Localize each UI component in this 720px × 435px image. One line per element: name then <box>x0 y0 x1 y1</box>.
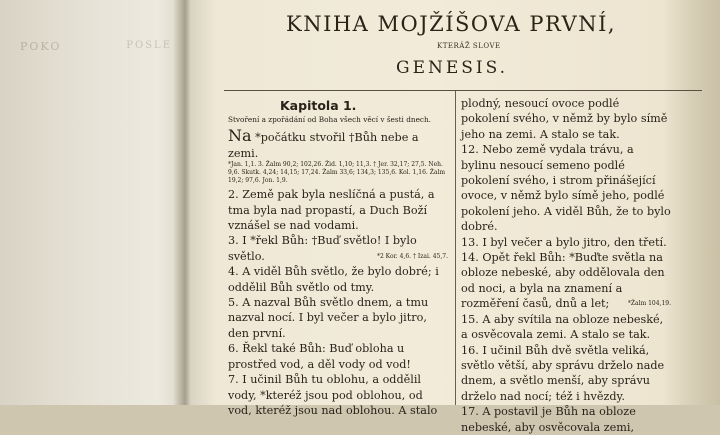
verse-11-cont: plodný, nesoucí ovoce podlé pokolení svého, v němž by bylo símě jeho na zemi. A stalo se tak. <box>461 97 668 141</box>
verse-14 <box>461 250 671 312</box>
verse-16: 16. I učinil Bůh dvě světla veliká, světlo větší, aby správu drželo nade dnem, a světlo menší, aby správu drželo nad nocí; též i hvězdy. <box>461 343 665 403</box>
verse-7: 7. I učinil Bůh tu oblohu, a oddělil vody, *kteréž jsou pod oblohou, od vod, kteréž jsou nad oblohou. A stalo <box>228 373 438 417</box>
verse-1 <box>228 128 448 161</box>
verse-2: 2. Země pak byla neslíčná a pustá, a tma byla nad propastí, a Duch Boží vznášel se nad vodami. <box>228 188 435 233</box>
left-column <box>228 96 448 418</box>
right-page <box>200 0 720 434</box>
left-page <box>0 0 180 405</box>
book-title: KNIHA MOJŽÍŠOVA PRVNÍ, <box>286 12 617 36</box>
verse-14-text: 14. Opět řekl Bůh: *Buďte světla na obloze nebeské, aby oddělovala den od noci, a byla na znamení a rozměření časů, dnů a let; <box>461 251 665 311</box>
verse-12: 12. Nebo země vydala trávu, a bylinu nesoucí semeno podlé pokolení svého, i strom přinášející ovoce, v němž bylo símě jeho, podlé pokolení jeho. A viděl Bůh, že to bylo dobré. <box>461 143 671 234</box>
column-divider <box>455 91 456 405</box>
verse-1-text: *počátku stvořil †Bůh nebe a zemi. <box>228 131 419 160</box>
verse-4: 4. A viděl Bůh světlo, že bylo dobré; i oddělil Bůh světlo od tmy. <box>228 265 439 294</box>
verse-15: 15. A aby svítila na obloze nebeské, a osvěcovala zemi. A stalo se tak. <box>461 312 664 342</box>
chapter-heading: Kapitola 1. <box>280 98 357 113</box>
left-page-ghost-text: POKO <box>20 40 62 53</box>
verse-3 <box>228 233 448 264</box>
book-name: GENESIS. <box>396 58 509 78</box>
verse-3-footnote: *2 Kor. 4,6. † Izai. 45,7. <box>376 252 448 260</box>
verse-6: 6. Řekl také Bůh: Buď obloha u prostřed vod, a děl vody od vod! <box>228 342 411 371</box>
verse-13: 13. I byl večer a bylo jitro, den třetí. <box>461 235 667 249</box>
verse-17: 17. A postavil je Bůh na obloze nebeské, aby osvěcovala zemi, <box>461 405 636 434</box>
header-rule <box>224 90 702 91</box>
dropcap: Na <box>228 126 252 146</box>
cross-references: *Jan. 1,1. 3. Žalm 90,2; 102,26. Žid. 1,10; 11,3. † Jer. 32,17; 27,5. Neh. 9,6. Skutk. 4,24; 14,15; 17,24. Žalm 33,6; 134,3; 135,6. Kol. 1,16. Žalm 19,2; 97,6. Jon. 1,9. <box>228 161 446 185</box>
book-subtitle: KTERÁŽ SLOVE <box>437 42 501 50</box>
verse-5: 5. A nazval Bůh světlo dnem, a tmu nazval nocí. I byl večer a bylo jitro, den první. <box>228 296 429 340</box>
right-column <box>461 96 671 435</box>
verse-3-text: 3. I *řekl Bůh: †Buď světlo! I bylo světlo. <box>228 234 417 263</box>
chapter-summary: Stvoření a zpořádání od Boha všech věcí v šesti dnech. <box>228 115 432 125</box>
left-page-ghost-right: POSLE <box>126 40 172 51</box>
verse-14-footnote: *Žalm 104,19. <box>627 300 671 308</box>
